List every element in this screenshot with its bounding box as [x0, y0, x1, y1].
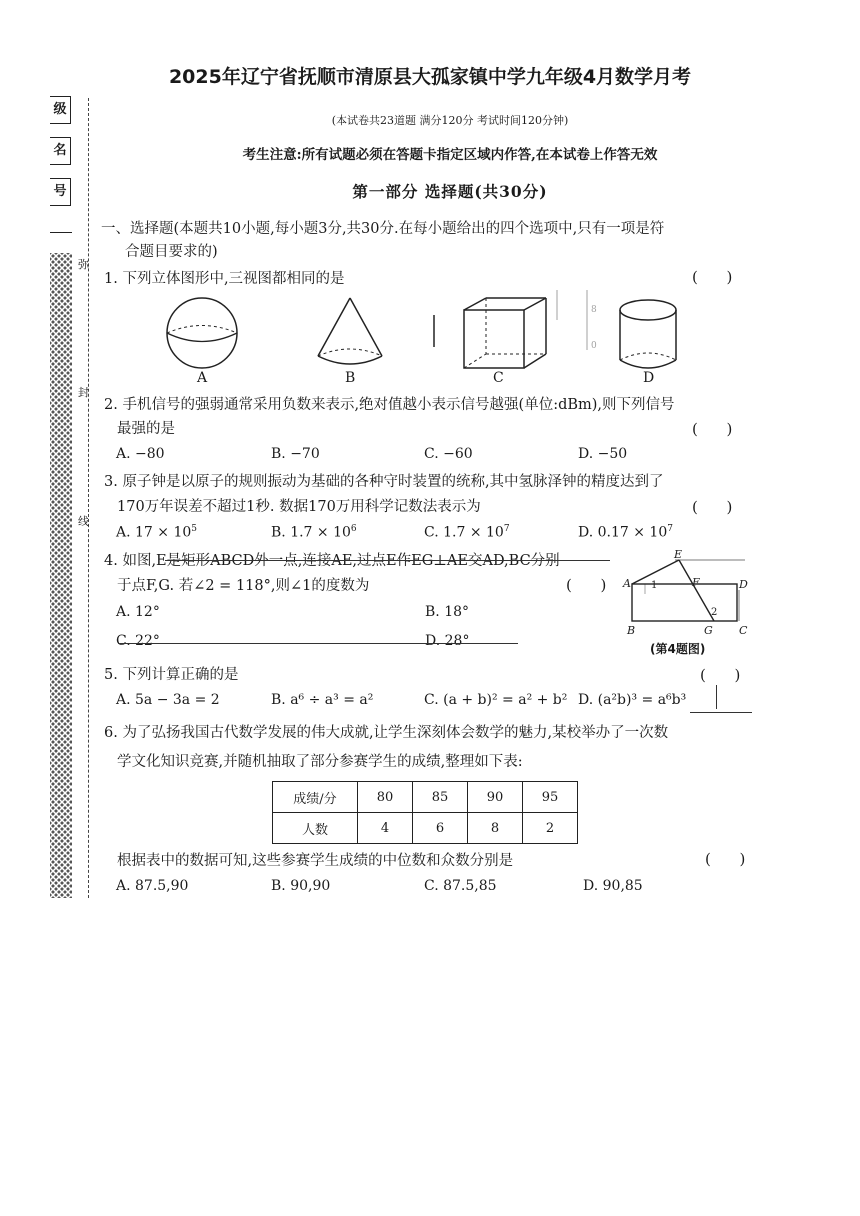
q5-option-c: C. (a + b)² = a² + b² — [424, 692, 568, 708]
q3-answer-paren: ( ) — [692, 498, 733, 516]
svg-text:0: 0 — [591, 341, 597, 351]
pencil-marks — [557, 290, 597, 351]
q5-answer-paren: ( ) — [700, 666, 741, 684]
q2-option-c: C. −60 — [424, 446, 473, 462]
margin-label-name: 名 — [50, 137, 71, 165]
table-cell: 6 — [413, 813, 468, 844]
part-heading: 第一部分 选择题(共30分) — [352, 182, 548, 201]
q6-answer-paren: ( ) — [705, 850, 746, 868]
q6-line1: 6. 为了弘扬我国古代数学发展的伟大成就,让学生深刻体会数学的魅力,某校举办了一次数 — [104, 725, 669, 741]
margin-label-class: 级 — [50, 96, 71, 124]
q3-line2: 170万年误差不超过1秒. 数据170万用科学记数法表示为 — [117, 499, 481, 515]
q1-answer-paren: ( ) — [692, 268, 733, 286]
seal-mark-xian: 线 — [78, 515, 89, 528]
sphere-icon — [167, 298, 237, 368]
q4-line2: 于点F,G. 若∠2 = 118°,则∠1的度数为 — [117, 578, 370, 594]
q4-figure-caption: (第4题图) — [650, 642, 706, 656]
q2-line2: 最强的是 — [117, 421, 175, 437]
fig-label-c: C — [739, 624, 748, 637]
table-cell: 成绩/分 — [273, 782, 358, 813]
fig-label-g: G — [704, 624, 713, 637]
q5-option-a: A. 5a − 3a = 2 — [116, 692, 220, 708]
table-cell: 95 — [523, 782, 578, 813]
q3-option-b: B. $1.7 \times 10^6$ — [271, 524, 357, 541]
q1-label-a: A — [197, 370, 208, 386]
q4-option-a: A. 12° — [116, 604, 160, 620]
q6-option-c: C. 87.5,85 — [424, 878, 497, 894]
table-cell: 85 — [413, 782, 468, 813]
q6-score-table — [272, 781, 578, 844]
q1-label-d: D — [643, 370, 655, 386]
q6-option-a: A. 87.5,90 — [116, 878, 189, 894]
table-cell: 4 — [358, 813, 413, 844]
cylinder-icon — [620, 300, 676, 368]
cone-icon — [318, 298, 382, 364]
table-cell: 人数 — [273, 813, 358, 844]
q4-option-d: D. 28° — [425, 633, 470, 649]
section-heading-line2: 合题目要求的) — [125, 244, 218, 260]
fig-label-b: B — [627, 624, 636, 637]
q4-options-strike-line — [118, 643, 518, 644]
q2-option-b: B. −70 — [271, 446, 320, 462]
fig-label-angle1: 1 — [651, 580, 658, 591]
q2-answer-paren: ( ) — [692, 420, 733, 438]
q4-strike-line — [165, 560, 610, 561]
q6-option-b: B. 90,90 — [271, 878, 331, 894]
q4-rectangle-figure — [615, 548, 760, 643]
q4-option-c: C. 22° — [116, 633, 160, 649]
q6-line2: 学文化知识竞赛,并随机抽取了部分参赛学生的成绩,整理如下表: — [117, 754, 523, 770]
table-row — [273, 813, 578, 844]
svg-text:8: 8 — [591, 305, 597, 315]
seal-mark-feng: 封 — [78, 386, 89, 399]
fig-label-f: F — [692, 576, 700, 589]
table-cell: 8 — [468, 813, 523, 844]
q5-option-d: D. (a²b)³ = a⁶b³ — [578, 692, 687, 708]
q6-option-d: D. 90,85 — [583, 878, 643, 894]
q4-line1: 4. 如图,E是矩形ABCD外一点,连接AE,过点E作EG⊥AE交AD,BC分别 — [104, 553, 560, 569]
seal-mark-mi: 弥 — [78, 258, 89, 271]
q5-stem: 5. 下列计算正确的是 — [104, 667, 239, 683]
fig-label-a: A — [623, 577, 631, 590]
q4-answer-paren: ( ) — [566, 576, 607, 594]
q1-label-b: B — [345, 370, 356, 386]
q6-question: 根据表中的数据可知,这些参赛学生成绩的中位数和众数分别是 — [117, 853, 514, 869]
table-cell: 90 — [468, 782, 523, 813]
q3-line1: 3. 原子钟是以原子的规则振动为基础的各种守时装置的统称,其中氢脉泽钟的精度达到了 — [104, 474, 664, 490]
table-row — [273, 782, 578, 813]
fig-label-angle2: 2 — [711, 607, 718, 618]
prism-icon — [434, 298, 546, 368]
table-cell: 80 — [358, 782, 413, 813]
margin-divider — [50, 232, 72, 233]
seal-dashed-line — [88, 98, 89, 898]
margin-label-number: 号 — [50, 178, 71, 206]
q5-pencil-underline — [690, 712, 752, 713]
q3-option-d: D. $0.17 \times 10^7$ — [578, 524, 673, 541]
q3-option-c: C. $1.7 \times 10^7$ — [424, 524, 510, 541]
q1-solids-figure — [155, 290, 715, 390]
q3-option-a: A. $17 \times 10^5$ — [116, 524, 198, 541]
table-cell: 2 — [523, 813, 578, 844]
section-heading-line1: 一、选择题(本题共10小题,每小题3分,共30分.在每小题给出的四个选项中,只有一项是符 — [101, 221, 665, 237]
fig-label-d: D — [739, 578, 748, 591]
exam-info: (本试卷共23道题 满分120分 考试时间120分钟) — [331, 114, 569, 127]
exam-title: 2025年辽宁省抚顺市清原县大孤家镇中学九年级4月数学月考 — [168, 66, 692, 88]
q5-pencil-tick — [716, 685, 717, 709]
q2-line1: 2. 手机信号的强弱通常采用负数来表示,绝对值越小表示信号越强(单位:dBm),则下列信号 — [104, 397, 675, 413]
q4-option-b: B. 18° — [425, 604, 470, 620]
margin-hatch-pattern — [50, 253, 72, 898]
fig-label-e: E — [674, 548, 683, 561]
q2-option-d: D. −50 — [578, 446, 628, 462]
q5-option-b: B. a⁶ ÷ a³ = a² — [271, 692, 374, 708]
exam-notice: 考生注意:所有试题必须在答题卡指定区域内作答,在本试卷上作答无效 — [242, 147, 658, 163]
q1-label-c: C — [493, 370, 504, 386]
q2-option-a: A. −80 — [116, 446, 165, 462]
q1-stem: 1. 下列立体图形中,三视图都相同的是 — [104, 271, 345, 287]
